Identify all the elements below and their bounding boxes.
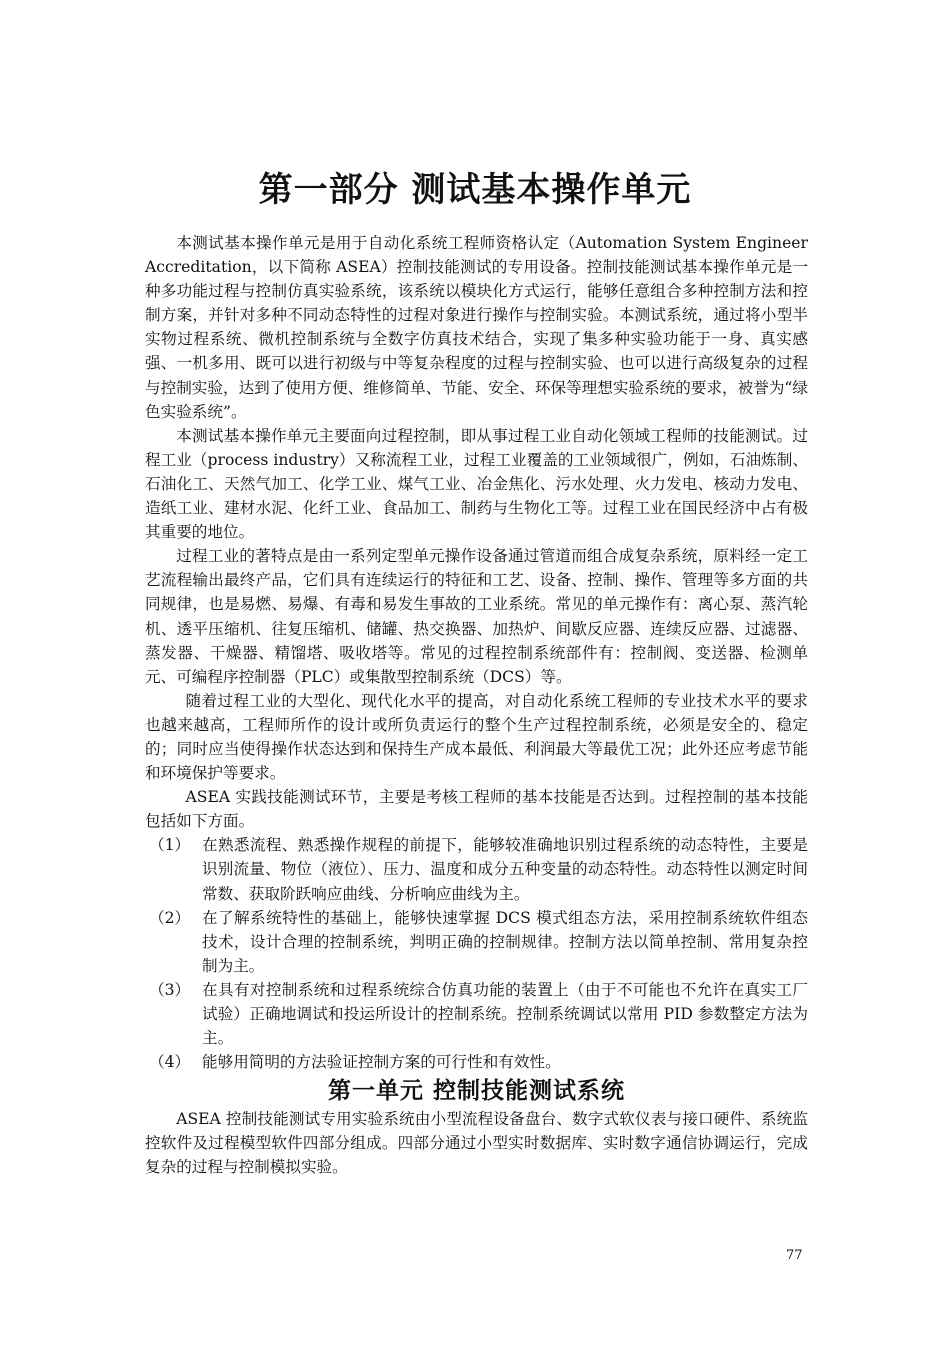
list-item	[145, 833, 808, 905]
paragraph-asea-skills: ASEA 实践技能测试环节，主要是考核工程师的基本技能是否达到。过程控制的基本技能包括如下方面。	[145, 788, 808, 831]
list-item-number: （1）	[149, 836, 191, 855]
paragraph-process-control: 本测试基本操作单元主要面向过程控制，即从事过程工业自动化领域工程师的技能测试。过程工业（process industry）又称流程工业，过程工业覆盖的工业领域很广，例如，石油炼制、石油化工、天然气加工、化学工业、煤气工业、冶金焦化、污水处理、火力发电、核动力发电、造纸工业、建材水泥、化纤工业、食品加工、制药与生物化工等。过程工业在国民经济中占有极其重要的地位。	[145, 426, 808, 542]
section-title: 第一单元 控制技能测试系统	[327, 1078, 625, 1105]
paragraph-requirements: 随着过程工业的大型化、现代化水平的提高，对自动化系统工程师的专业技术水平的要求也越来越高，工程师所作的设计或所负责运行的整个生产过程控制系统，必须是安全的、稳定的；同时应当使得操作状态达到和保持生产成本最低、利润最大等最优工况；此外还应考虑节能和环境保护等要求。	[145, 691, 808, 783]
document-body	[145, 231, 808, 1180]
paragraph-intro: 本测试基本操作单元是用于自动化系统工程师资格认定（Automation System Engineer Accreditation，以下简称 ASEA）控制技能测试的专用设备。控制技能测试基本操作单元是一种多功能过程与控制仿真实验系统，该系统以模块化方式运行，能够任意组合多种控制方法和控制方案，并针对多种不同动态特性的过程对象进行操作与控制实验。本测试系统，通过将小型半实物过程系统、微机控制系统与全数字仿真技术结合，实现了集多种实验功能于一身、真实感强、一机多用、既可以进行初级与中等复杂程度的过程与控制实验、也可以进行高级复杂的过程与控制实验，达到了使用方便、维修简单、节能、安全、环保等理想实验系统的要求，被誉为“绿色实验系统”。	[145, 234, 808, 421]
list-item-text: 能够用简明的方法验证控制方案的可行性和有效性。	[202, 1053, 561, 1072]
list-item	[145, 906, 808, 978]
list-item-number: （4）	[149, 1053, 191, 1072]
list-item-text: 在具有对控制系统和过程系统综合仿真功能的装置上（由于不可能也不允许在真实工厂试验）正确地调试和投运所设计的控制系统。控制系统调试以常用 PID 参数整定方法为主。	[202, 980, 808, 1048]
paragraph-section-intro: ASEA 控制技能测试专用实验系统由小型流程设备盘台、数字式软仪表与接口硬件、系统监控软件及过程模型软件四部分组成。四部分通过小型实时数据库、实时数字通信协调运行，完成复杂的过程与控制模拟实验。	[145, 1110, 808, 1177]
list-item	[145, 978, 808, 1050]
list-item	[145, 1050, 808, 1074]
list-item-text: 在熟悉流程、熟悉操作规程的前提下，能够较准确地识别过程系统的动态特性，主要是识别流量、物位（液位）、压力、温度和成分五种变量的动态特性。动态特性以测定时间常数、获取阶跃响应曲线、分析响应曲线为主。	[202, 836, 808, 903]
list-item-number: （3）	[149, 980, 191, 999]
page-number: 77	[786, 1248, 803, 1263]
page-title: 第一部分 测试基本操作单元	[258, 170, 692, 210]
list-item-text: 在了解系统特性的基础上，能够快速掌握 DCS 模式组态方法，采用控制系统软件组态技术，设计合理的控制系统，判明正确的控制规律。控制方法以简单控制、常用复杂控制为主。	[202, 908, 808, 975]
paragraph-process-industry: 过程工业的著特点是由一系列定型单元操作设备通过管道而组合成复杂系统，原料经一定工艺流程输出最终产品，它们具有连续运行的特征和工艺、设备、控制、操作、管理等多方面的共同规律，也是易燃、易爆、有毒和易发生事故的工业系统。常见的单元操作有：离心泵、蒸汽轮机、透平压缩机、往复压缩机、储罐、热交换器、加热炉、间歇反应器、连续反应器、过滤器、蒸发器、干燥器、精馏塔、吸收塔等。常见的过程控制系统部件有：控制阀、变送器、检测单元、可编程序控制器（PLC）或集散型控制系统（DCS）等。	[145, 547, 808, 686]
list-item-number: （2）	[149, 908, 191, 927]
